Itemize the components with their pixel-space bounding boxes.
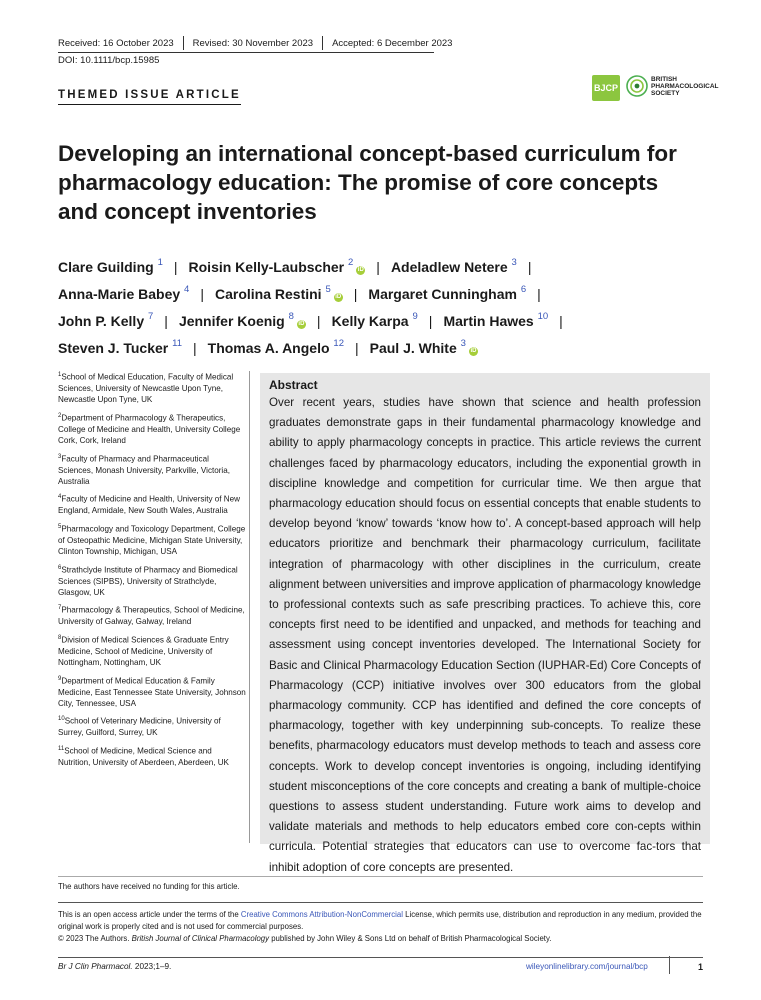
bps-logo-line: BRITISH: [651, 75, 677, 83]
date-separator: [183, 36, 184, 50]
footer-divider: [58, 957, 703, 958]
copyright-text: © 2023 The Authors.: [58, 933, 132, 943]
author-separator: |: [354, 340, 359, 357]
license-text: License, which permits use, distribution and reproduction in any medium, provided the original work is properly cited and is not used for commercial purposes.: [58, 910, 702, 931]
affiliations: [58, 370, 246, 773]
revised-date: Revised: 30 November 2023: [192, 37, 314, 49]
author[interactable]: [443, 313, 548, 329]
author-name: Margaret Cunningham: [368, 285, 517, 302]
author-name: Kelly Karpa: [331, 312, 409, 329]
date-separator: [322, 36, 323, 50]
copyright-journal: British Journal of Clinical Pharmacology: [131, 933, 270, 943]
author[interactable]: [208, 340, 344, 356]
affiliation-number: 4: [58, 494, 62, 501]
affiliation-text: Division of Medical Sciences & Graduate Entry Medicine, School of Medicine, University of Nottingham, Nottingham, UK: [58, 635, 229, 668]
affiliation-item: [58, 492, 246, 516]
affiliation-item: [58, 714, 246, 738]
author-list: [58, 252, 708, 361]
author[interactable]: [368, 286, 526, 302]
journal-name: Br J Clin Pharmacol.: [58, 962, 133, 971]
affiliation-item: [58, 674, 246, 710]
license-text: This is an open access article under the terms of the: [58, 910, 241, 919]
affiliation-ref[interactable]: 2: [348, 257, 354, 268]
author[interactable]: [391, 259, 517, 275]
orcid-icon[interactable]: iD: [335, 293, 342, 300]
author-name: Paul J. White: [369, 340, 457, 357]
author-separator: |: [316, 312, 321, 329]
bps-logo-line: SOCIETY: [651, 89, 680, 97]
affiliation-number: 1: [58, 372, 62, 378]
author-separator: |: [164, 312, 168, 329]
author-name: Adeladlew Netere: [390, 258, 508, 275]
abstract-text: Over recent years, studies have shown that science and health profession graduates demonstrate gaps in their fundamental pharmacology knowledge and ability to apply pharmacology concepts in practice. This article reviews the current challenges faced by pharmacology educators, including the exponential growth in discipline knowledge and competition for curricular time. We then argue that pharmacology education should focus on essential concepts that enable students to develop beyond ‘know’ towards ‘know how to’. A concept-based approach will help educators prioritize and benchmark their pharmacology curriculum, facilitate integration of pharmacology with other disciplines in the curriculum, create alignment between universities and improve application of pharmacology knowledge to professional contexts such as safe prescribing practices. To achieve this, core concepts first need to be identified and unpacked, and methods for teaching and assessment using concept inventories developed. The International Society for Basic and Clinical Pharmacology Education Section (IUPHAR-Ed) Core Concepts of Pharmacology (CCP) initiative involves over 300 educators from the global pharmacology community. CCP has identified and defined the core concepts of pharmacology, together with key underpinning sub-concepts. To realize these benefits, pharmacology educators must develop methods to teach and assess core concepts. Work to develop concept inventories is ongoing, including identifying student misconceptions of the core concepts and creating a bank of multiple-choice questions to assess student understanding. Future work aims to develop and validate materials and methods to help educators embed core con-cepts within curricula. Potential strategies that educators can use to overcome fac-tors that inhibit adoption of core concepts are presented.: [269, 396, 701, 874]
affiliation-text: School of Veterinary Medicine, University of Surrey, Guilford, Surrey, UK: [58, 716, 221, 738]
funding-statement: The authors have received no funding for this article.: [58, 882, 240, 891]
license-link[interactable]: Creative Commons Attribution-NonCommercial: [240, 910, 403, 919]
affiliation-number: 10: [58, 716, 65, 723]
citation-details: 2023;1–9.: [132, 962, 172, 971]
affiliation-number: 9: [58, 675, 62, 682]
article-type-label: THEMED ISSUE ARTICLE: [58, 89, 241, 105]
page-number: 1: [669, 956, 703, 974]
orcid-icon[interactable]: iD: [470, 348, 477, 355]
author-separator: |: [200, 285, 204, 302]
author-separator: |: [193, 340, 197, 357]
author-name: Carolina Restini: [214, 285, 322, 302]
author[interactable]: [58, 340, 182, 356]
author[interactable]: [179, 313, 306, 329]
bjcp-logo: BJCP: [592, 75, 620, 101]
affiliation-number: 6: [58, 564, 62, 571]
license-divider: [58, 902, 703, 903]
affiliation-ref[interactable]: 4: [184, 284, 190, 296]
author-separator: |: [527, 258, 532, 275]
affiliation-item: [58, 603, 246, 627]
affiliation-item: [58, 370, 246, 406]
column-divider: [249, 371, 250, 843]
affiliation-text: Pharmacology & Therapeutics, School of Medicine, University of Galway, Galway, Ireland: [58, 605, 245, 627]
affiliation-item: [58, 411, 246, 447]
funding-divider: [58, 876, 703, 877]
affiliation-number: 5: [58, 523, 62, 530]
author-name: John P. Kelly: [58, 312, 145, 329]
affiliation-item: [58, 744, 246, 768]
header-divider: [58, 52, 434, 53]
affiliation-ref[interactable]: 8: [288, 311, 294, 323]
affiliation-number: 3: [58, 453, 62, 460]
author[interactable]: [58, 259, 163, 275]
doi[interactable]: DOI: 10.1111/bcp.15985: [58, 55, 160, 66]
affiliation-ref[interactable]: 11: [172, 338, 183, 350]
affiliation-item: [58, 633, 246, 669]
affiliation-text: School of Medical Education, Faculty of Medical Sciences, University of Newcastle Upon Tyne, Newcastle Upon Tyne, UK: [58, 372, 234, 405]
orcid-icon[interactable]: iD: [298, 320, 305, 327]
affiliation-ref[interactable]: 6: [520, 284, 527, 296]
article-title: Developing an international concept-based curriculum for pharmacology education: The promise of core concepts and concept inventories: [58, 141, 677, 224]
bps-emblem-icon: [626, 75, 648, 97]
received-date: Received: 16 October 2023: [58, 37, 174, 49]
author-separator: |: [376, 258, 380, 275]
license-notice: [58, 909, 703, 944]
abstract-box: [260, 373, 710, 874]
affiliation-ref[interactable]: 10: [537, 311, 549, 323]
affiliation-text: Pharmacology and Toxicology Department, College of Osteopathic Medicine, Michigan State University, Clinton Township, Michigan, USA: [58, 524, 246, 557]
affiliation-number: 11: [58, 745, 65, 752]
affiliation-number: 2: [58, 412, 62, 419]
author[interactable]: [58, 286, 189, 302]
affiliation-ref[interactable]: 1: [157, 257, 163, 268]
affiliation-ref[interactable]: 7: [148, 311, 154, 323]
author-name: Roisin Kelly-Laubscher: [188, 258, 345, 275]
author[interactable]: [215, 286, 343, 302]
affiliation-text: Faculty of Pharmacy and Pharmaceutical Sciences, Monash University, Parkville, Victoria, Australia: [58, 454, 230, 486]
bps-logo: [626, 75, 719, 97]
author-name: Steven J. Tucker: [58, 340, 169, 357]
affiliation-text: Strathclyde Institute of Pharmacy and Biomedical Sciences (SIPBS), University of Strathclyde, Glasgow, UK: [58, 565, 238, 597]
copyright-text: published by John Wiley & Sons Ltd on behalf of British Pharmacological Society.: [269, 933, 552, 943]
author-name: Anna-Marie Babey: [58, 285, 181, 302]
author[interactable]: [58, 313, 153, 329]
affiliation-ref[interactable]: 5: [325, 284, 331, 296]
affiliation-number: 7: [58, 605, 62, 612]
author-name: Thomas A. Angelo: [207, 340, 330, 357]
accepted-date: Accepted: 6 December 2023: [332, 37, 453, 49]
bps-logo-line: PHARMACOLOGICAL: [651, 82, 719, 90]
author-separator: |: [559, 312, 563, 329]
affiliation-ref[interactable]: 3: [460, 338, 466, 350]
bps-logo-text: [651, 75, 719, 97]
author[interactable]: [189, 259, 366, 275]
publication-dates: [58, 36, 452, 50]
affiliation-ref[interactable]: 3: [511, 257, 517, 268]
affiliation-ref[interactable]: 12: [333, 338, 344, 350]
affiliation-text: School of Medicine, Medical Science and Nutrition, University of Aberdeen, Aberdeen, UK: [58, 746, 229, 767]
journal-url[interactable]: wileyonlinelibrary.com/journal/bcp: [526, 962, 648, 971]
author-separator: |: [353, 285, 358, 302]
author-separator: |: [428, 312, 433, 329]
affiliation-item: [58, 452, 246, 488]
affiliation-item: [58, 522, 246, 558]
author-separator: |: [537, 285, 541, 302]
author-name: Martin Hawes: [443, 312, 534, 329]
affiliation-text: Department of Pharmacology & Therapeutics, College of Medicine and Health, University College Cork, Cork, Ireland: [58, 413, 241, 446]
author[interactable]: [332, 313, 418, 329]
affiliation-item: [58, 563, 246, 599]
affiliation-ref[interactable]: 9: [412, 311, 418, 323]
journal-citation: [58, 962, 171, 971]
affiliation-text: Faculty of Medicine and Health, University of New England, Armidale, New South Wales, Australia: [58, 494, 240, 516]
affiliation-number: 8: [58, 634, 62, 641]
author-name: Jennifer Koenig: [178, 312, 285, 329]
author-separator: |: [173, 258, 178, 275]
orcid-icon[interactable]: iD: [357, 266, 364, 273]
author[interactable]: [370, 340, 478, 356]
abstract-heading: Abstract: [269, 378, 318, 392]
affiliation-text: Department of Medical Education & Family Medicine, East Tennessee State University, Johnson City, Tennessee, USA: [58, 676, 246, 708]
author-name: Clare Guilding: [58, 258, 154, 275]
